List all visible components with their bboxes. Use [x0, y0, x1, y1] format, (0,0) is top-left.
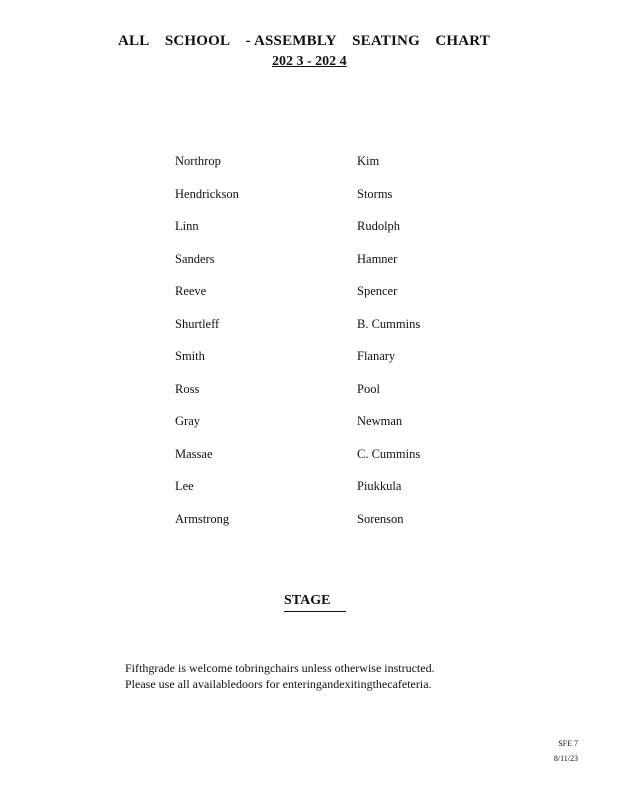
seat-name: Kim	[357, 154, 380, 168]
document-title	[118, 33, 490, 50]
instruction-line: Please use all availabledoors for enteringandexitingthecafeteria.	[125, 677, 432, 691]
seat-name: Smith	[175, 349, 205, 363]
seat-name: Piukkula	[357, 479, 402, 493]
title-word: - ASSEMBLY	[245, 33, 337, 49]
title-word: ALL	[118, 33, 150, 49]
seat-name: Rudolph	[357, 219, 401, 233]
seat-name: Sanders	[175, 251, 215, 266]
stage-underline	[284, 611, 346, 612]
seat-name: Flanary	[357, 349, 396, 363]
seat-name: Storms	[357, 186, 393, 201]
seat-name: Gray	[175, 414, 200, 428]
stage-label-block	[284, 593, 330, 609]
seat-name: Ross	[175, 381, 200, 396]
stage-label: STAGE	[284, 593, 331, 608]
seat-name: Spencer	[357, 284, 398, 298]
seat-name: Shurtleff	[175, 316, 220, 331]
seating-column-right	[357, 152, 517, 542]
seat-name: Sorenson	[357, 511, 404, 526]
seat-name: Northrop	[175, 154, 221, 168]
seat-name: Hamner	[357, 251, 398, 266]
instruction-line: Fifthgrade is welcome tobringchairs unless otherwise instructed.	[125, 661, 435, 675]
title-word: CHART	[435, 33, 490, 49]
seat-name: Lee	[175, 479, 194, 493]
footer	[554, 736, 578, 766]
footer-code: SFE 7	[558, 739, 578, 748]
seat-name: Newman	[357, 414, 403, 428]
footer-date: 8/11/23	[553, 754, 578, 763]
seat-name: C. Cummins	[357, 446, 421, 461]
seat-name: Reeve	[175, 284, 207, 298]
seat-name: Linn	[175, 219, 199, 233]
school-year: 202 3 - 202 4	[272, 54, 347, 69]
seat-name: Pool	[357, 381, 380, 396]
seat-name: B. Cummins	[357, 316, 421, 331]
instructions	[125, 660, 435, 692]
title-word: SEATING	[352, 33, 420, 49]
seat-name: Massae	[175, 446, 213, 461]
title-word: SCHOOL	[164, 33, 231, 49]
seat-name: Armstrong	[175, 511, 230, 526]
seat-name: Hendrickson	[175, 186, 239, 201]
seating-column-left	[175, 152, 335, 542]
